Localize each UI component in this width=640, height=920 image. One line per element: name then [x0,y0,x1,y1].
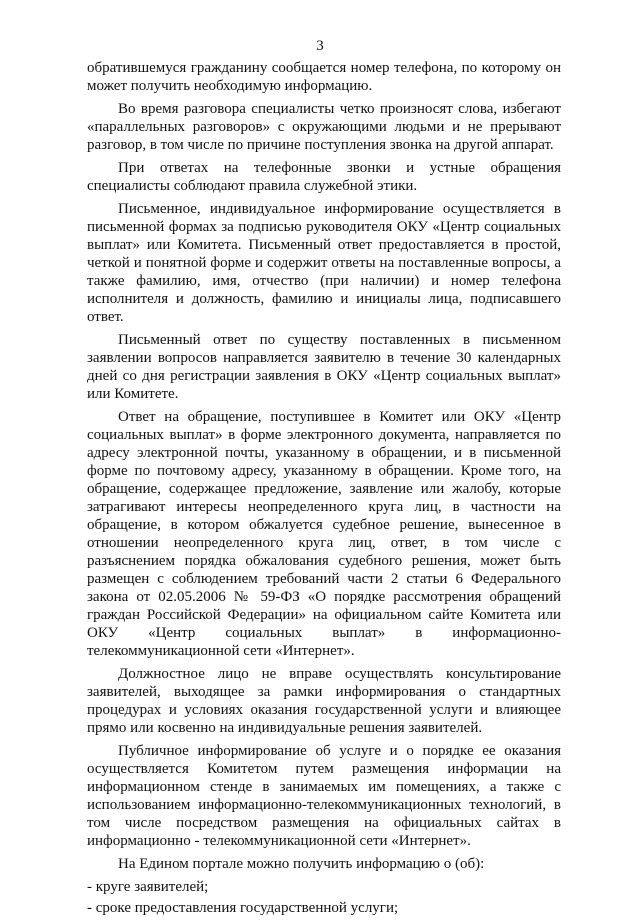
paragraph-continuation: обратившемуся гражданину сообщается номер телефона, по которому он может получить необходимую информацию. [87,60,561,94]
paragraph-official-limits: Должностное лицо не вправе осуществлять консультирование заявителей, выходящее за рамки информирования о стандартных процедурах и условиях оказания государственной услуги и влияющее прямо или косвенно на индивидуальные решения заявителей. [87,666,561,736]
list-item: - круге заявителей; [87,879,209,895]
paragraph-electronic-answer: Ответ на обращение, поступившее в Комитет или ОКУ «Центр социальных выплат» в форме электронного документа, направляется по адресу электронной почты, указанному в обращении, и в письменной форме по почтовому адресу, указанному в обращении. Кроме того, на обращение, содержащее предложение, заявление или жалобу, которые затрагивают интересы неопределенного круга лиц, в частности на обращение, в котором обжалуется судебное решение, вынесенное в отношении неопределенного круга лиц, ответ, в том числе с разъяснением порядка обжалования судебного решения, может быть размещен с соблюдением требований части 2 статьи 6 Федерального закона от 02.05.2006 № 59-ФЗ «О порядке рассмотрения обращений граждан Российской Федерации» на официальном сайте Комитета или ОКУ «Центр социальных выплат» в информационно-телекоммуникационной сети «Интернет». [87,409,561,659]
paragraph-service-ethics: При ответах на телефонные звонки и устные обращения специалисты соблюдают правила служебной этики. [87,160,561,194]
list-item: - сроке предоставления государственной услуги; [87,900,399,916]
paragraph-phone-conversation: Во время разговора специалисты четко произносят слова, избегают «параллельных разговоров» с окружающими людьми и не прерывают разговор, в том числе по причине поступления звонка на другой аппарат. [87,101,561,153]
paragraph-unified-portal: На Едином портале можно получить информацию о (об): [118,856,485,872]
paragraph-public-informing: Публичное информирование об услуге и о порядке ее оказания осуществляется Комитетом путем размещения информации на информационном стенде в занимаемых им помещениях, а также с использованием информационно-телекоммуникационных технологий, в том числе посредством размещения на официальных сайтах в информационно - телекоммуникационной сети «Интернет». [87,743,561,849]
document-body [87,59,561,920]
paragraph-written-answer-deadline: Письменный ответ по существу поставленных в письменном заявлении вопросов направляется заявителю в течение 30 календарных дней со дня регистрации заявления в ОКУ «Центр социальных выплат» или Комитете. [87,332,561,402]
page-number: 3 [316,38,324,54]
paragraph-written-informing: Письменное, индивидуальное информирование осуществляется в письменной формах за подписью руководителя ОКУ «Центр социальных выплат» или Комитета. Письменный ответ предоставляется в простой, четкой и понятной форме и содержит ответы на поставленные вопросы, а также фамилию, имя, отчество (при наличии) и номер телефона исполнителя и должность, фамилию и инициалы лица, подписавшего ответ. [87,201,561,325]
